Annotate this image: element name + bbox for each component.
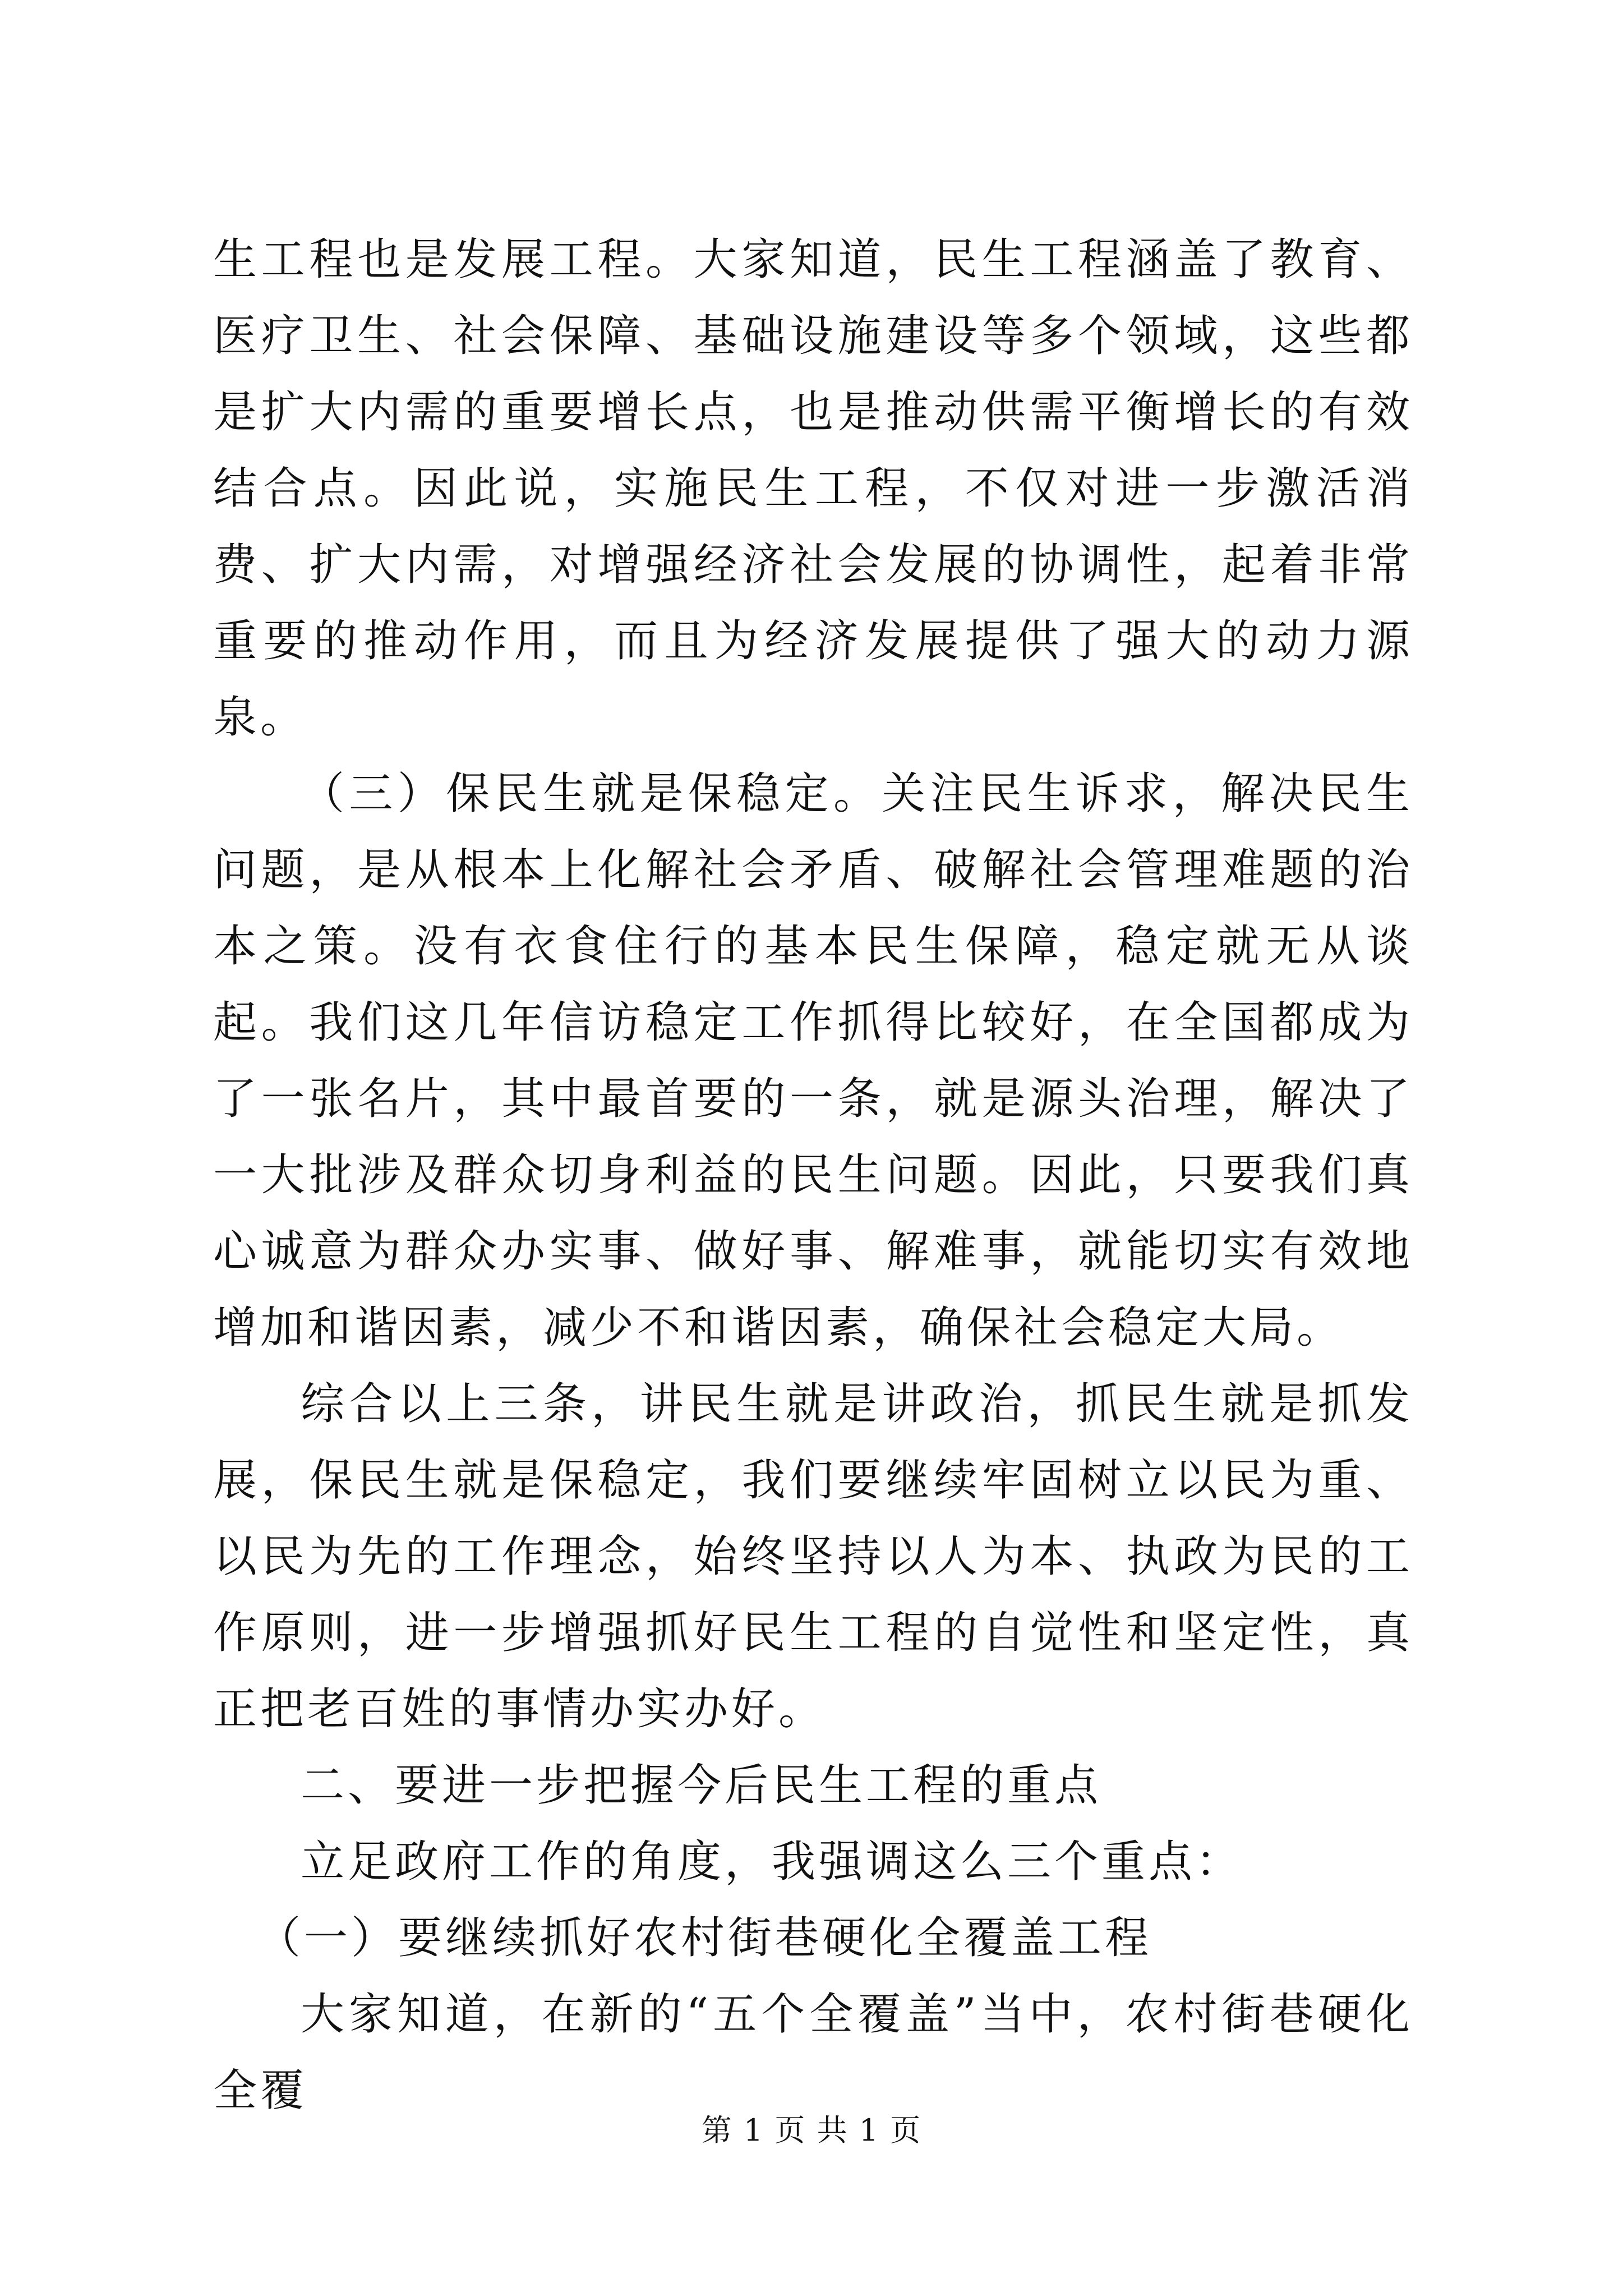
document-body [213, 222, 1413, 2129]
subheading-one: （一）要继续抓好农村街巷硬化全覆盖工程 [257, 1913, 1152, 1963]
paragraph-summary: 综合以上三条，讲民生就是讲政治，抓民生就是抓发展，保民生就是保稳定，我们要继续牢固树立以民为重、以民为先的工作理念，始终坚持以人为本、执政为民的工作原则，进一步增强抓好民生工程的自觉性和坚定性，真正把老百姓的事情办实办好。 [213, 1379, 1413, 1734]
paragraph-intro-focus: 立足政府工作的角度，我强调这么三个重点： [301, 1837, 1243, 1887]
paragraph-five-coverage: 大家知道，在新的“五个全覆盖”当中，农村街巷硬化全覆 [213, 1989, 1413, 2116]
page-footer: 第 1 页 共 1 页 [701, 2113, 922, 2148]
paragraph-section-three: （三）保民生就是保稳定。关注民生诉求，解决民生问题，是从根本上化解社会矛盾、破解社会管理难题的治本之策。没有衣食住行的基本民生保障，稳定就无从谈起。我们这几年信访稳定工作抓得比较好，在全国都成为了一张名片，其中最首要的一条，就是源头治理，解决了一大批涉及群众切身利益的民生问题。因此，只要我们真心诚意为群众办实事、做好事、解难事，就能切实有效地增加和谐因素，减少不和谐因素，确保社会稳定大局。 [213, 769, 1413, 1353]
section-heading-two: 二、要进一步把握今后民生工程的重点 [301, 1760, 1102, 1811]
paragraph-continuation: 生工程也是发展工程。大家知道，民生工程涵盖了教育、医疗卫生、社会保障、基础设施建设等多个领域，这些都是扩大内需的重要增长点，也是推动供需平衡增长的有效结合点。因此说，实施民生工程，不仅对进一步激活消费、扩大内需，对增强经济社会发展的协调性，起着非常重要的推动作用，而且为经济发展提供了强大的动力源泉。 [213, 234, 1413, 743]
